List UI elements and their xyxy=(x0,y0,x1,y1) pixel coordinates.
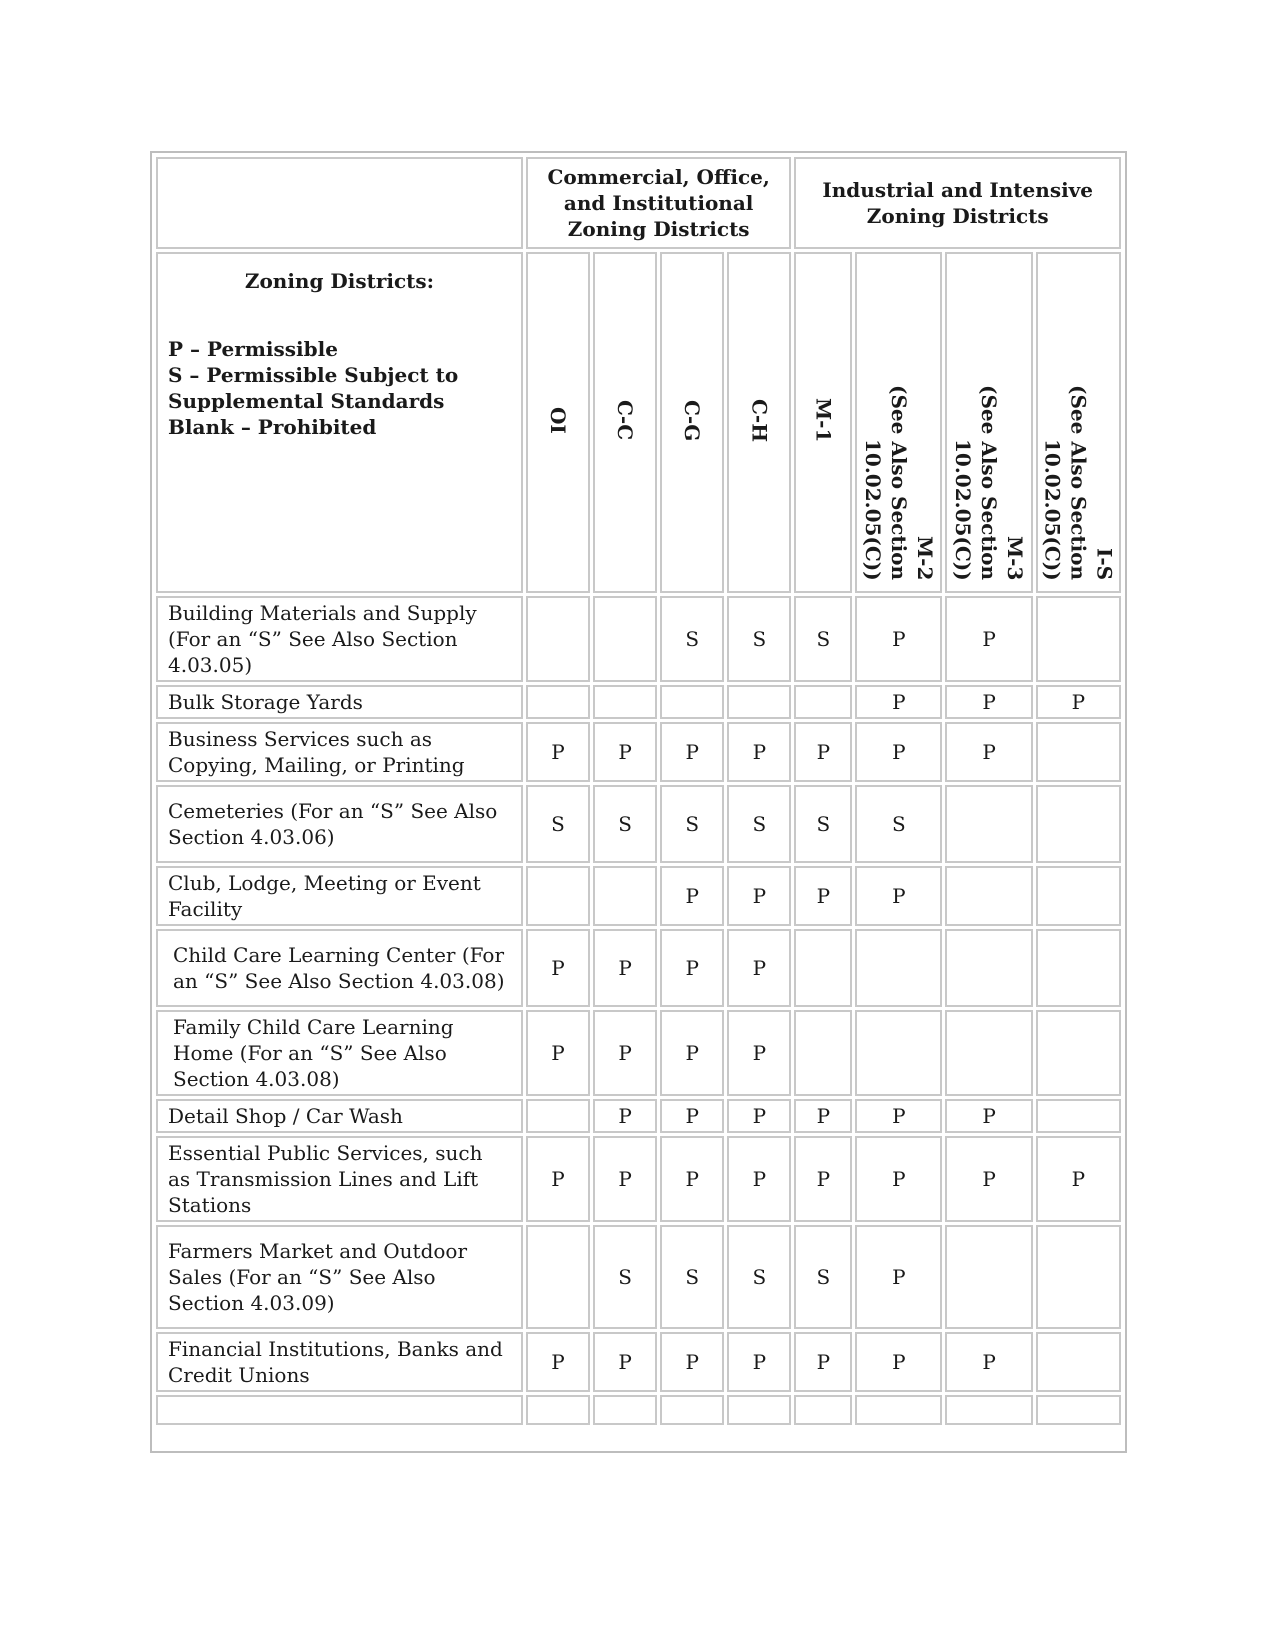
permission-cell: S xyxy=(660,1225,724,1329)
zoning-table xyxy=(153,154,1124,1428)
permission-cell xyxy=(945,1395,1032,1425)
permission-cell: P xyxy=(855,685,942,719)
permission-cell: P xyxy=(945,596,1032,682)
permission-cell xyxy=(1036,1332,1121,1392)
permission-cell xyxy=(1036,596,1121,682)
district-header-ch xyxy=(727,252,791,593)
permission-cell xyxy=(855,1010,942,1096)
district-header-m3 xyxy=(945,252,1032,593)
permission-cell xyxy=(727,685,791,719)
table-row xyxy=(156,1332,1121,1392)
use-name-cell: Detail Shop / Car Wash xyxy=(156,1099,523,1133)
permission-cell: P xyxy=(526,1010,590,1096)
permission-cell: P xyxy=(945,1136,1032,1222)
permission-cell xyxy=(794,929,852,1007)
permission-cell xyxy=(945,785,1032,863)
permission-cell: P xyxy=(526,1136,590,1222)
permission-cell: P xyxy=(945,722,1032,782)
permission-cell: P xyxy=(660,866,724,926)
legend-title: Zoning Districts: xyxy=(244,269,435,293)
permission-cell xyxy=(1036,866,1121,926)
permission-cell: P xyxy=(727,1136,791,1222)
permission-cell: S xyxy=(727,1225,791,1329)
permission-cell: P xyxy=(593,1010,657,1096)
permission-cell xyxy=(1036,1010,1121,1096)
permission-cell xyxy=(593,596,657,682)
permission-cell xyxy=(593,685,657,719)
table-row xyxy=(156,866,1121,926)
permission-cell: P xyxy=(727,929,791,1007)
permission-cell: P xyxy=(1036,1136,1121,1222)
permission-cell xyxy=(660,1395,724,1425)
use-name-cell: Financial Institutions, Banks and Credit Unions xyxy=(156,1332,523,1392)
use-name-cell: Essential Public Services, such as Transmission Lines and Lift Stations xyxy=(156,1136,523,1222)
permission-cell: P xyxy=(855,596,942,682)
permission-cell: P xyxy=(660,1099,724,1133)
district-header-cg xyxy=(660,252,724,593)
use-name-cell: Family Child Care Learning Home (For an “S” See Also Section 4.03.08) xyxy=(156,1010,523,1096)
permission-cell xyxy=(794,1010,852,1096)
permission-cell xyxy=(727,1395,791,1425)
use-name-cell: Bulk Storage Yards xyxy=(156,685,523,719)
table-row xyxy=(156,1395,1121,1425)
district-label: M-1 xyxy=(811,398,836,443)
permission-cell xyxy=(794,1395,852,1425)
permission-cell xyxy=(1036,722,1121,782)
table-row xyxy=(156,929,1121,1007)
blank-header-cell xyxy=(156,157,523,249)
table-row xyxy=(156,785,1121,863)
district-label: C-C xyxy=(613,400,638,441)
table-row xyxy=(156,1099,1121,1133)
permission-cell: P xyxy=(526,1332,590,1392)
permission-cell xyxy=(1036,929,1121,1007)
permission-cell: P xyxy=(593,1332,657,1392)
permission-cell xyxy=(526,596,590,682)
district-header-row xyxy=(156,252,1121,593)
district-label: M-3 (See Also Section 10.02.05(C)) xyxy=(951,385,1028,581)
legend-permissible: P – Permissible xyxy=(168,337,338,361)
permission-cell: P xyxy=(945,1099,1032,1133)
table-row xyxy=(156,1010,1121,1096)
permission-cell xyxy=(1036,1395,1121,1425)
permission-cell: P xyxy=(727,1332,791,1392)
district-header-oi xyxy=(526,252,590,593)
permission-cell: P xyxy=(855,1225,942,1329)
permission-cell: S xyxy=(593,785,657,863)
table-row xyxy=(156,685,1121,719)
permission-cell xyxy=(526,866,590,926)
permission-cell xyxy=(526,1395,590,1425)
permission-cell: P xyxy=(660,1332,724,1392)
district-header-is xyxy=(1036,252,1121,593)
permission-cell xyxy=(526,685,590,719)
permission-cell: P xyxy=(660,929,724,1007)
permission-cell: P xyxy=(593,929,657,1007)
permission-cell: P xyxy=(727,1099,791,1133)
table-row xyxy=(156,1225,1121,1329)
permission-cell: S xyxy=(727,596,791,682)
permission-cell xyxy=(945,866,1032,926)
table-row xyxy=(156,1136,1121,1222)
permission-cell xyxy=(593,1395,657,1425)
permission-cell xyxy=(1036,1099,1121,1133)
district-header-m1 xyxy=(794,252,852,593)
commercial-group-header: Commercial, Office, and Institutional Zoning Districts xyxy=(526,157,792,249)
permission-cell xyxy=(945,929,1032,1007)
permission-cell: P xyxy=(593,1136,657,1222)
permission-cell: P xyxy=(593,1099,657,1133)
permission-cell xyxy=(945,1225,1032,1329)
permission-cell xyxy=(1036,785,1121,863)
permission-cell: P xyxy=(593,722,657,782)
permission-cell: P xyxy=(526,722,590,782)
district-label: OI xyxy=(545,407,570,434)
district-header-cc xyxy=(593,252,657,593)
permission-cell: P xyxy=(660,722,724,782)
district-label: C-G xyxy=(680,399,705,442)
permission-cell xyxy=(855,929,942,1007)
permission-cell: P xyxy=(727,722,791,782)
legend-cell xyxy=(156,252,523,593)
permission-cell: P xyxy=(660,1136,724,1222)
permission-cell: P xyxy=(526,929,590,1007)
permission-cell: P xyxy=(794,1136,852,1222)
use-name-cell xyxy=(156,1395,523,1425)
permission-cell: S xyxy=(727,785,791,863)
permission-cell xyxy=(526,1225,590,1329)
permission-cell: P xyxy=(794,722,852,782)
use-name-cell: Building Materials and Supply (For an “S” See Also Section 4.03.05) xyxy=(156,596,523,682)
permission-cell xyxy=(945,1010,1032,1096)
permission-cell: S xyxy=(855,785,942,863)
permission-cell: P xyxy=(794,1332,852,1392)
permission-cell: S xyxy=(660,596,724,682)
permission-cell: S xyxy=(794,596,852,682)
permission-cell xyxy=(855,1395,942,1425)
use-rows xyxy=(156,596,1121,1425)
use-name-cell: Child Care Learning Center (For an “S” See Also Section 4.03.08) xyxy=(156,929,523,1007)
district-label: M-2 (See Also Section 10.02.05(C)) xyxy=(860,385,937,581)
permission-cell xyxy=(1036,1225,1121,1329)
district-label: C-H xyxy=(747,398,772,443)
permission-cell: P xyxy=(727,1010,791,1096)
permission-cell: P xyxy=(945,685,1032,719)
permission-cell: P xyxy=(855,1332,942,1392)
permission-cell: P xyxy=(945,1332,1032,1392)
permission-cell: P xyxy=(855,1136,942,1222)
use-name-cell: Club, Lodge, Meeting or Event Facility xyxy=(156,866,523,926)
permission-cell: P xyxy=(660,1010,724,1096)
permission-cell: P xyxy=(794,866,852,926)
permission-cell: S xyxy=(660,785,724,863)
permission-cell: P xyxy=(727,866,791,926)
permission-cell xyxy=(660,685,724,719)
permission-cell: S xyxy=(593,1225,657,1329)
permission-cell xyxy=(794,685,852,719)
permission-cell: S xyxy=(794,785,852,863)
permission-cell: P xyxy=(855,866,942,926)
use-name-cell: Farmers Market and Outdoor Sales (For an “S” See Also Section 4.03.09) xyxy=(156,1225,523,1329)
permission-cell: P xyxy=(794,1099,852,1133)
use-name-cell: Business Services such as Copying, Mailing, or Printing xyxy=(156,722,523,782)
permission-cell: P xyxy=(1036,685,1121,719)
legend-subject-line1: S – Permissible Subject to xyxy=(168,363,459,387)
legend-prohibited: Blank – Prohibited xyxy=(168,415,377,439)
industrial-group-header: Industrial and Intensive Zoning Districts xyxy=(794,157,1121,249)
group-header-row xyxy=(156,157,1121,249)
district-header-m2 xyxy=(855,252,942,593)
permission-cell: P xyxy=(855,1099,942,1133)
legend-subject-line2: Supplemental Standards xyxy=(168,389,445,413)
permission-cell: S xyxy=(794,1225,852,1329)
permission-cell xyxy=(593,866,657,926)
use-name-cell: Cemeteries (For an “S” See Also Section 4.03.06) xyxy=(156,785,523,863)
table-row xyxy=(156,722,1121,782)
permission-cell xyxy=(526,1099,590,1133)
table-row xyxy=(156,596,1121,682)
district-label: I-S (See Also Section 10.02.05(C)) xyxy=(1040,385,1117,581)
permission-cell: S xyxy=(526,785,590,863)
permission-cell: P xyxy=(855,722,942,782)
